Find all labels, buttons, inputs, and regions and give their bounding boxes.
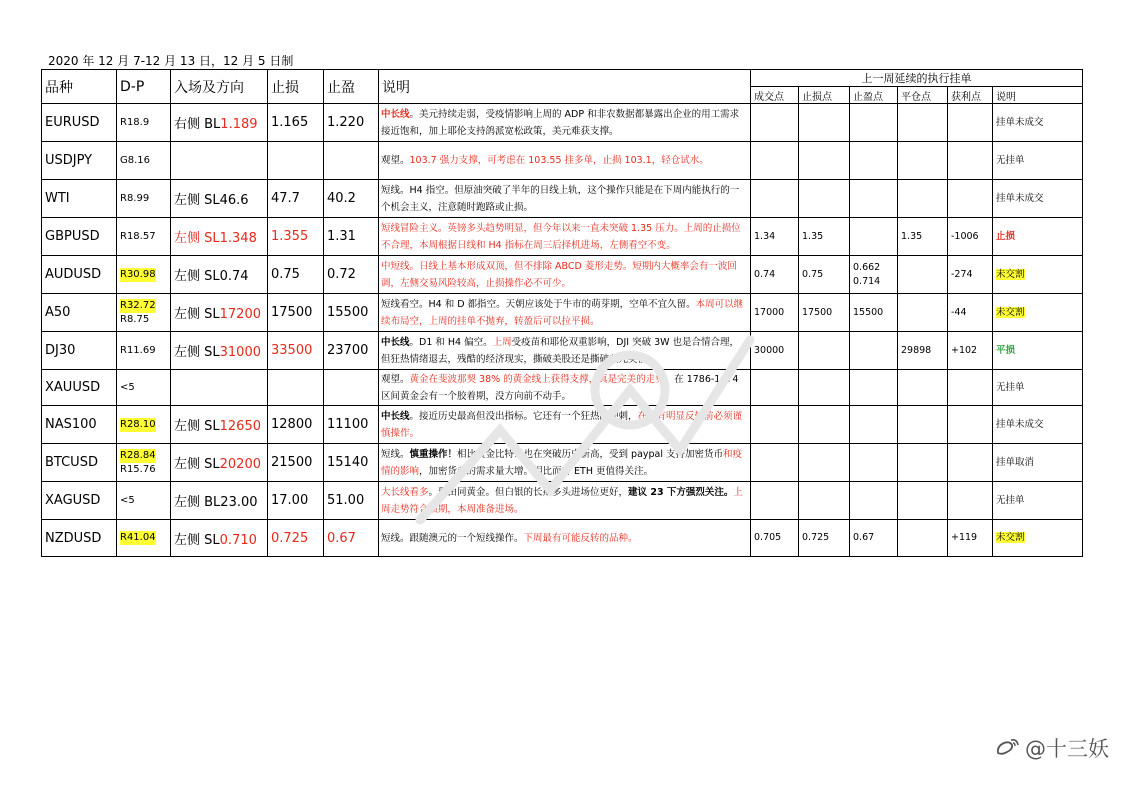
text-segment: 0.725	[271, 530, 309, 546]
text-segment: 左侧 SL1.348	[174, 231, 257, 246]
text-segment: <5	[120, 381, 135, 393]
prev-pnl-cell	[948, 180, 993, 218]
note-cell	[379, 218, 751, 256]
text-segment: 。美元持续走弱，受疫情影响上周的 ADP 和非农数据都暴露出企业的用工需求接近饱和，加上耶伦支持鸽派宽松政策，美元难获支撑。	[381, 108, 740, 137]
text-segment: 受疫苗和耶伦双重影响，DJI 突破 3W 也是合情合理，但狂热情绪退去，残酷的经济现实，撕破美股还是撕破美元美债。	[381, 336, 740, 365]
text-segment: -44	[951, 306, 967, 318]
text-segment: 上周走势符合预期，本周准备进场。	[381, 486, 743, 515]
entry-cell	[171, 406, 268, 444]
stop-cell	[268, 482, 324, 520]
text-segment: 无挂单	[996, 381, 1025, 393]
dp-cell	[117, 520, 171, 557]
col-target: 止盈	[324, 70, 379, 104]
target-cell	[324, 142, 379, 180]
text-segment: 51.00	[327, 493, 365, 508]
prev-close-cell	[898, 332, 948, 370]
text-segment: R28.84	[120, 449, 156, 461]
table-row	[42, 444, 1083, 482]
note-cell	[379, 332, 751, 370]
symbol-cell: EURUSD	[42, 104, 117, 142]
prev-pnl-cell	[948, 370, 993, 406]
stop-cell	[268, 444, 324, 482]
prev-stop-cell	[799, 256, 850, 294]
prev-target-cell	[850, 256, 898, 294]
prev-pnl-cell	[948, 104, 993, 142]
prev-close-cell	[898, 482, 948, 520]
prev-pnl-cell	[948, 482, 993, 520]
prev-pnl-cell	[948, 444, 993, 482]
stop-cell	[268, 370, 324, 406]
prev-close-cell	[898, 142, 948, 180]
entry-cell	[171, 142, 268, 180]
prev-note-cell	[993, 142, 1083, 180]
table-row	[42, 180, 1083, 218]
target-cell	[324, 482, 379, 520]
text-segment: 中长线	[381, 108, 410, 120]
dp-cell	[117, 294, 171, 332]
trade-plan-table	[41, 69, 1083, 557]
text-segment: R11.69	[120, 344, 156, 356]
text-segment: 中长线	[381, 410, 410, 422]
prev-fill-cell	[751, 142, 799, 180]
text-segment: 17500	[271, 305, 313, 320]
dp-cell	[117, 444, 171, 482]
target-cell	[324, 370, 379, 406]
text-segment: 相比黄金比特币也在突破历史新高，受到 paypal 支持加密货币	[457, 448, 724, 460]
text-segment: 止损	[996, 230, 1016, 242]
text-segment: 左侧 SL	[174, 532, 220, 548]
text-segment: 挂单未成交	[996, 418, 1044, 430]
col-prev-close: 平仓点	[898, 87, 948, 104]
text-segment: 1.355	[271, 229, 309, 244]
prev-note-cell	[993, 256, 1083, 294]
note-cell	[379, 370, 751, 406]
text-segment: 未交割	[996, 532, 1025, 543]
stop-cell	[268, 256, 324, 294]
prev-fill-cell	[751, 444, 799, 482]
watermark-text: @十三妖	[1025, 737, 1109, 761]
target-cell	[324, 180, 379, 218]
prev-target-cell	[850, 406, 898, 444]
note-cell	[379, 104, 751, 142]
symbol-cell: DJ30	[42, 332, 117, 370]
text-segment: 17200	[219, 307, 261, 322]
col-entry: 入场及方向	[171, 70, 268, 104]
entry-cell	[171, 332, 268, 370]
table-body	[42, 104, 1083, 557]
stop-cell	[268, 180, 324, 218]
symbol-cell: XAGUSD	[42, 482, 117, 520]
prev-close-cell	[898, 520, 948, 557]
prev-note-cell	[993, 104, 1083, 142]
text-segment: 0.662	[853, 261, 881, 273]
page-header: 2020 年 12 月 7-12 月 13 日，12 月 5 日制	[48, 54, 294, 68]
text-segment: 1.35	[802, 230, 824, 242]
table-row	[42, 294, 1083, 332]
target-cell	[324, 294, 379, 332]
prev-fill-cell	[751, 218, 799, 256]
prev-note-cell	[993, 520, 1083, 557]
note-cell	[379, 142, 751, 180]
prev-close-cell	[898, 218, 948, 256]
text-segment: 1.189	[220, 117, 258, 132]
prev-stop-cell	[799, 294, 850, 332]
prev-fill-cell	[751, 256, 799, 294]
text-segment: 挂单未成交	[996, 192, 1044, 204]
prev-pnl-cell	[948, 142, 993, 180]
prev-fill-cell	[751, 332, 799, 370]
text-segment: 挂单取消	[996, 456, 1035, 468]
prev-close-cell	[898, 370, 948, 406]
text-segment: 30000	[754, 344, 785, 356]
text-segment: <5	[120, 494, 135, 506]
text-segment: R15.76	[120, 463, 156, 475]
dp-cell	[117, 142, 171, 180]
text-segment: 0.725	[802, 532, 830, 543]
text-segment: 短线。H4 指空。但原油突破了半年的日线上轨，这个操作只能是在下周内能执行的一个机会主义，注意随时跑路或止损。	[381, 184, 740, 213]
dp-cell	[117, 180, 171, 218]
text-segment: 左侧 SL	[174, 457, 220, 472]
text-segment: R41.04	[120, 532, 156, 543]
text-segment: 观望。	[381, 373, 410, 385]
text-segment: 0.705	[754, 532, 782, 543]
text-segment: 。理由同黄金。但白银的长期多头进场位更好，	[428, 486, 629, 498]
text-segment: 23700	[327, 343, 369, 358]
text-segment: 15140	[327, 455, 369, 470]
text-segment: 黄金在斐波那契 38% 的黄金线上获得支撑，真是完美的走势。	[409, 373, 675, 385]
target-cell	[324, 218, 379, 256]
text-segment: R18.9	[120, 116, 150, 128]
text-segment: 31000	[219, 345, 261, 360]
target-cell	[324, 406, 379, 444]
text-segment: 上周	[492, 336, 512, 348]
text-segment: 在没有明显反转前必须谨慎操作。	[381, 410, 743, 439]
text-segment: 挂单未成交	[996, 116, 1044, 128]
text-segment: 无挂单	[996, 494, 1025, 506]
target-cell	[324, 520, 379, 557]
text-segment: 12800	[271, 417, 313, 432]
table-row	[42, 256, 1083, 294]
text-segment: +119	[951, 532, 978, 543]
target-cell	[324, 104, 379, 142]
text-segment: R30.98	[120, 268, 156, 280]
text-segment: 慎重操作！	[409, 448, 458, 460]
prev-target-cell	[850, 142, 898, 180]
prev-fill-cell	[751, 520, 799, 557]
table-row	[42, 520, 1083, 557]
text-segment: 0.67	[327, 530, 356, 546]
text-segment: 15500	[327, 305, 369, 320]
prev-close-cell	[898, 294, 948, 332]
prev-pnl-cell	[948, 406, 993, 444]
prev-target-cell	[850, 520, 898, 557]
table-row	[42, 406, 1083, 444]
table-row	[42, 482, 1083, 520]
target-cell	[324, 256, 379, 294]
text-segment: 33500	[271, 343, 313, 358]
prev-target-cell	[850, 218, 898, 256]
symbol-cell: A50	[42, 294, 117, 332]
text-segment: 平损	[996, 344, 1016, 356]
text-segment: 中长线	[381, 336, 410, 348]
prev-target-cell	[850, 444, 898, 482]
text-segment: 1.220	[327, 115, 365, 130]
text-segment: 左侧 SL46.6	[174, 193, 249, 208]
text-segment: 左侧 SL	[174, 419, 220, 434]
prev-stop-cell	[799, 332, 850, 370]
text-segment: 左侧 SL	[174, 345, 220, 360]
author-watermark	[995, 733, 1109, 763]
text-segment: 21500	[271, 455, 313, 470]
prev-stop-cell	[799, 104, 850, 142]
prev-stop-cell	[799, 482, 850, 520]
prev-target-cell	[850, 332, 898, 370]
stop-cell	[268, 520, 324, 557]
text-segment: R18.57	[120, 230, 156, 242]
text-segment: 观望。	[381, 155, 410, 166]
dp-cell	[117, 406, 171, 444]
prev-pnl-cell	[948, 332, 993, 370]
prev-note-cell	[993, 444, 1083, 482]
symbol-cell: XAUUSD	[42, 370, 117, 406]
prev-target-cell	[850, 370, 898, 406]
text-segment: 17.00	[271, 493, 309, 508]
prev-stop-cell	[799, 520, 850, 557]
prev-note-cell	[993, 482, 1083, 520]
prev-pnl-cell	[948, 218, 993, 256]
col-prev-note: 说明	[993, 87, 1083, 104]
stop-cell	[268, 218, 324, 256]
weibo-logo-icon	[995, 737, 1021, 759]
dp-cell	[117, 104, 171, 142]
text-segment: 1.165	[271, 115, 309, 130]
text-segment: +102	[951, 344, 978, 356]
text-segment: 本周可以继续布局空，上周的挂单不抛弃，转盈后可以拉平损。	[381, 298, 744, 327]
text-segment: 左侧 SL	[174, 307, 220, 322]
col-stop: 止损	[268, 70, 324, 104]
stop-cell	[268, 104, 324, 142]
prev-close-cell	[898, 444, 948, 482]
symbol-cell: WTI	[42, 180, 117, 218]
text-segment: 未交割	[996, 306, 1025, 318]
text-segment: R8.99	[120, 192, 150, 204]
dp-cell	[117, 218, 171, 256]
entry-cell	[171, 256, 268, 294]
prev-note-cell	[993, 406, 1083, 444]
note-cell	[379, 406, 751, 444]
text-segment: 1.34	[754, 230, 776, 242]
symbol-cell: NZDUSD	[42, 520, 117, 557]
prev-fill-cell	[751, 370, 799, 406]
text-segment: 建议 23 下方强烈关注。	[628, 486, 734, 498]
note-cell	[379, 294, 751, 332]
prev-pnl-cell	[948, 256, 993, 294]
stop-cell	[268, 406, 324, 444]
text-segment: 0.714	[853, 275, 881, 287]
table-row	[42, 332, 1083, 370]
text-segment: 0.75	[802, 268, 824, 280]
entry-cell	[171, 180, 268, 218]
symbol-cell: BTCUSD	[42, 444, 117, 482]
text-segment: 左侧 SL0.74	[174, 269, 249, 284]
symbol-cell: GBPUSD	[42, 218, 117, 256]
prev-close-cell	[898, 406, 948, 444]
dp-cell	[117, 332, 171, 370]
table-row	[42, 370, 1083, 406]
prev-target-cell	[850, 104, 898, 142]
note-cell	[379, 180, 751, 218]
prev-stop-cell	[799, 444, 850, 482]
text-segment: 。D1 和 H4 偏空。	[409, 336, 493, 348]
target-cell	[324, 444, 379, 482]
entry-cell	[171, 482, 268, 520]
text-segment: 和疫情的影响	[381, 448, 743, 477]
text-segment: G8.16	[120, 154, 151, 166]
prev-note-cell	[993, 332, 1083, 370]
entry-cell	[171, 370, 268, 406]
col-prev-title: 上一周延续的执行挂单	[751, 70, 1083, 87]
prev-target-cell	[850, 294, 898, 332]
text-segment: 47.7	[271, 191, 300, 206]
note-cell	[379, 444, 751, 482]
col-prev-pnl: 获利点	[948, 87, 993, 104]
prev-pnl-cell	[948, 294, 993, 332]
text-segment: 左侧 BL23.00	[174, 495, 258, 510]
text-segment: R8.75	[120, 313, 150, 325]
text-segment: -274	[951, 268, 973, 280]
text-segment: 下周最有可能反转的品种。	[523, 532, 638, 544]
prev-fill-cell	[751, 104, 799, 142]
prev-fill-cell	[751, 482, 799, 520]
entry-cell	[171, 444, 268, 482]
text-segment: 15500	[853, 306, 884, 318]
text-segment: 短线。跟随澳元的一个短线操作。	[381, 532, 524, 544]
text-segment: -1006	[951, 230, 979, 242]
symbol-cell: NAS100	[42, 406, 117, 444]
prev-close-cell	[898, 256, 948, 294]
table-row	[42, 104, 1083, 142]
text-segment: 未交割	[996, 268, 1025, 280]
text-segment: 0.72	[327, 267, 356, 282]
prev-close-cell	[898, 104, 948, 142]
text-segment: R28.10	[120, 418, 156, 430]
dp-cell	[117, 482, 171, 520]
text-segment: 0.74	[754, 268, 776, 280]
text-segment: 中短线。日线上基本形成双顶，但不排除 ABCD 菱形走势。短期内大概率会有一波回调，左侧交易风险较高，止损操作必不可少。	[381, 260, 737, 289]
col-symbol: 品种	[42, 70, 117, 104]
prev-fill-cell	[751, 294, 799, 332]
note-cell	[379, 520, 751, 557]
text-segment: 0.75	[271, 267, 300, 282]
stop-cell	[268, 294, 324, 332]
prev-note-cell	[993, 294, 1083, 332]
entry-cell	[171, 520, 268, 557]
prev-target-cell	[850, 482, 898, 520]
text-segment: R32.72	[120, 299, 156, 311]
text-segment: 短线看空。H4 和 D 都指空。天朝应该处于牛市的萌芽期，空单不宜久留。	[381, 298, 696, 310]
text-segment: ，加密货币的需求量大增。相比而言 ETH 更值得关注。	[419, 465, 654, 477]
symbol-cell: AUDUSD	[42, 256, 117, 294]
prev-note-cell	[993, 218, 1083, 256]
prev-close-cell	[898, 180, 948, 218]
prev-stop-cell	[799, 180, 850, 218]
text-segment: 17000	[754, 306, 785, 318]
text-segment: 无挂单	[996, 154, 1025, 166]
prev-stop-cell	[799, 370, 850, 406]
text-segment: 1.35	[901, 230, 923, 242]
prev-note-cell	[993, 370, 1083, 406]
table-row	[42, 142, 1083, 180]
col-prev-fill: 成交点	[751, 87, 799, 104]
text-segment: 0.710	[219, 532, 257, 548]
text-segment: 12650	[219, 419, 261, 434]
text-segment: 29898	[901, 344, 932, 356]
text-segment: 。接近历史最高但没出指标。它还有一个狂热的冲刺，	[409, 410, 638, 422]
text-segment: 11100	[327, 417, 369, 432]
note-cell	[379, 256, 751, 294]
col-dp: D-P	[117, 70, 171, 104]
text-segment: 103.7 强力支撑，可考虑在 103.55 挂多单，止损 103.1，轻仓试水。	[409, 155, 709, 166]
text-segment: 短线冒险主义。英镑多头趋势明显，但今年以来一直未突破 1.35 压力。上周的止损位不合理，本周根据日线和 H4 指标在周三后择机进场，左侧看空不变。	[381, 222, 741, 251]
col-prev-stop: 止损点	[799, 87, 850, 104]
stop-cell	[268, 332, 324, 370]
symbol-cell: USDJPY	[42, 142, 117, 180]
stop-cell	[268, 142, 324, 180]
prev-note-cell	[993, 180, 1083, 218]
target-cell	[324, 332, 379, 370]
note-cell	[379, 482, 751, 520]
entry-cell	[171, 294, 268, 332]
text-segment: 右侧 BL	[174, 117, 221, 132]
text-segment: 1.31	[327, 229, 356, 244]
prev-fill-cell	[751, 180, 799, 218]
text-segment: 20200	[219, 457, 261, 472]
prev-target-cell	[850, 180, 898, 218]
table-row	[42, 218, 1083, 256]
prev-stop-cell	[799, 218, 850, 256]
text-segment: 17500	[802, 306, 833, 318]
prev-stop-cell	[799, 142, 850, 180]
text-segment: 40.2	[327, 191, 356, 206]
dp-cell	[117, 370, 171, 406]
text-segment: 在 1786-1674 区间黄金会有一个胶着期，没方向前不动手。	[381, 373, 739, 402]
prev-stop-cell	[799, 406, 850, 444]
entry-cell	[171, 218, 268, 256]
text-segment: 大长线看多	[381, 486, 429, 498]
entry-cell	[171, 104, 268, 142]
prev-pnl-cell	[948, 520, 993, 557]
dp-cell	[117, 256, 171, 294]
text-segment: 短线。	[381, 448, 410, 460]
col-note: 说明	[379, 70, 751, 104]
prev-fill-cell	[751, 406, 799, 444]
col-prev-target: 止盈点	[850, 87, 898, 104]
text-segment: 0.67	[853, 532, 875, 543]
